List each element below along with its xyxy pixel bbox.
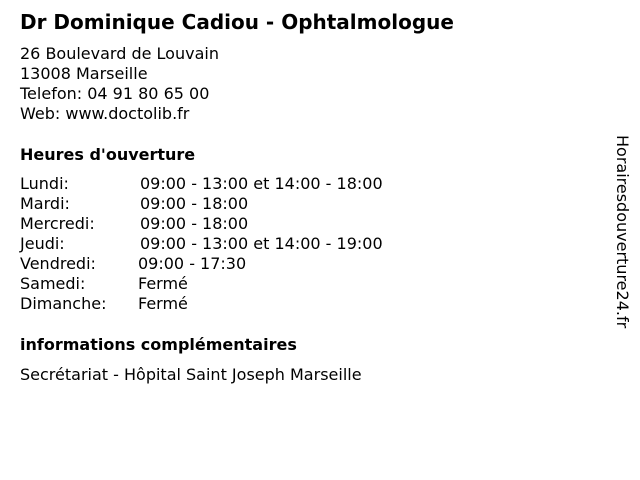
watermark (612, 135, 632, 344)
street-address: 26 Boulevard de Louvain (20, 44, 219, 63)
website: Web: www.doctolib.fr (20, 104, 190, 123)
address-block (20, 44, 219, 124)
time-value: 09:00 - 18:00 (140, 194, 249, 213)
info-heading: informations complémentaires (20, 335, 297, 354)
city-address: 13008 Marseille (20, 64, 148, 83)
page-title: Dr Dominique Cadiou - Ophtalmologue (20, 10, 454, 34)
time-value: Fermé (138, 274, 188, 293)
day-label: Jeudi: (20, 234, 65, 253)
time-value: Fermé (138, 294, 188, 313)
hours-heading: Heures d'ouverture (20, 145, 196, 164)
day-label: Vendredi: (20, 254, 96, 273)
day-label: Lundi: (20, 174, 69, 193)
time-value: 09:00 - 13:00 et 14:00 - 19:00 (140, 234, 383, 253)
phone-number: Telefon: 04 91 80 65 00 (20, 84, 210, 103)
info-text: Secrétariat - Hôpital Saint Joseph Marseille (20, 365, 362, 384)
time-value: 09:00 - 17:30 (138, 254, 247, 273)
day-label: Dimanche: (20, 294, 107, 313)
day-label: Mardi: (20, 194, 70, 213)
day-label: Samedi: (20, 274, 86, 293)
day-label: Mercredi: (20, 214, 95, 233)
watermark-text: Horairesdouverture24.fr (613, 135, 632, 329)
time-value: 09:00 - 13:00 et 14:00 - 18:00 (140, 174, 383, 193)
time-value: 09:00 - 18:00 (140, 214, 249, 233)
